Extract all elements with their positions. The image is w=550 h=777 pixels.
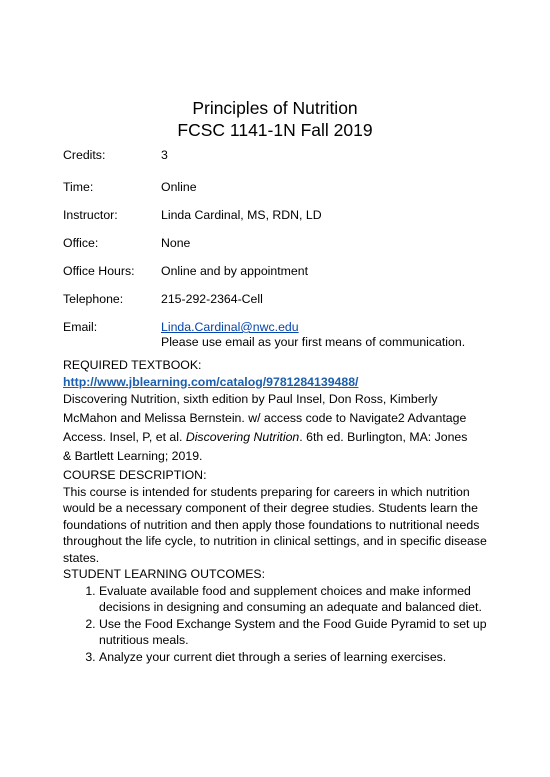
office-hours-label: Office Hours: (63, 264, 135, 278)
outcome-text: Use the Food Exchange System and the Food Guide Pyramid to set up (99, 616, 487, 631)
outcome-item (99, 649, 503, 666)
telephone-value: 215-292-2364-Cell (161, 292, 263, 306)
outcome-text: nutritious meals. (99, 633, 189, 647)
office-hours-value: Online and by appointment (161, 264, 308, 278)
outcome-text: Analyze your current diet through a series of learning exercises. (99, 649, 447, 664)
citation-suffix: . 6th ed. Burlington, MA: Jones (299, 430, 468, 444)
outcome-text: Evaluate available food and supplement choices and make informed (99, 583, 471, 598)
course-code: FCSC 1141-1N Fall 2019 (177, 120, 373, 140)
credits-value: 3 (161, 148, 168, 162)
description-heading: COURSE DESCRIPTION: (63, 468, 207, 482)
office-value: None (161, 236, 191, 250)
outcomes-section (63, 566, 503, 665)
textbook-link[interactable]: http://www.jblearning.com/catalog/9781284139488/ (63, 374, 359, 389)
description-line: foundations of nutrition and then apply those foundations to nutritional needs (63, 517, 480, 532)
citation-book-title: Discovering Nutrition (185, 430, 300, 444)
telephone-label: Telephone: (63, 292, 124, 306)
textbook-line: Discovering Nutrition, sixth edition by Paul Insel, Don Ross, Kimberly (63, 392, 438, 406)
description-line: throughout the life cycle, to nutrition in clinical settings, and in specific disease (63, 534, 487, 548)
outcomes-list (63, 583, 503, 666)
textbook-section (63, 357, 503, 466)
time-label: Time: (63, 180, 94, 194)
instructor-label: Instructor: (63, 208, 118, 222)
instructor-value: Linda Cardinal, MS, RDN, LD (161, 208, 322, 222)
email-note: Please use email as your first means of communication. (161, 335, 466, 349)
credits-label: Credits: (63, 148, 106, 162)
citation-prefix: Access. Insel, P, et al. (63, 430, 186, 444)
description-line: would be a necessary component of their degree studies. Students learn the (63, 501, 478, 515)
textbook-citation (63, 428, 503, 447)
course-title: Principles of Nutrition (192, 98, 358, 118)
email-link[interactable]: Linda.Cardinal@nwc.edu (161, 320, 299, 334)
time-value: Online (161, 180, 197, 194)
outcome-text: decisions in designing and consuming an adequate and balanced diet. (99, 600, 482, 614)
outcome-item (99, 616, 503, 649)
office-label: Office: (63, 236, 99, 250)
email-value-wrap (161, 319, 299, 335)
textbook-line: McMahon and Melissa Bernstein. w/ access code to Navigate2 Advantage (63, 411, 467, 425)
textbook-line: & Bartlett Learning; 2019. (63, 449, 203, 463)
description-line: This course is intended for students preparing for careers in which nutrition (63, 484, 470, 499)
description-line: states. (63, 550, 100, 565)
email-label: Email: (63, 320, 98, 334)
outcome-item (99, 583, 503, 616)
outcomes-heading: STUDENT LEARNING OUTCOMES: (63, 567, 266, 581)
textbook-heading: REQUIRED TEXTBOOK: (63, 358, 202, 372)
description-section (63, 467, 503, 566)
